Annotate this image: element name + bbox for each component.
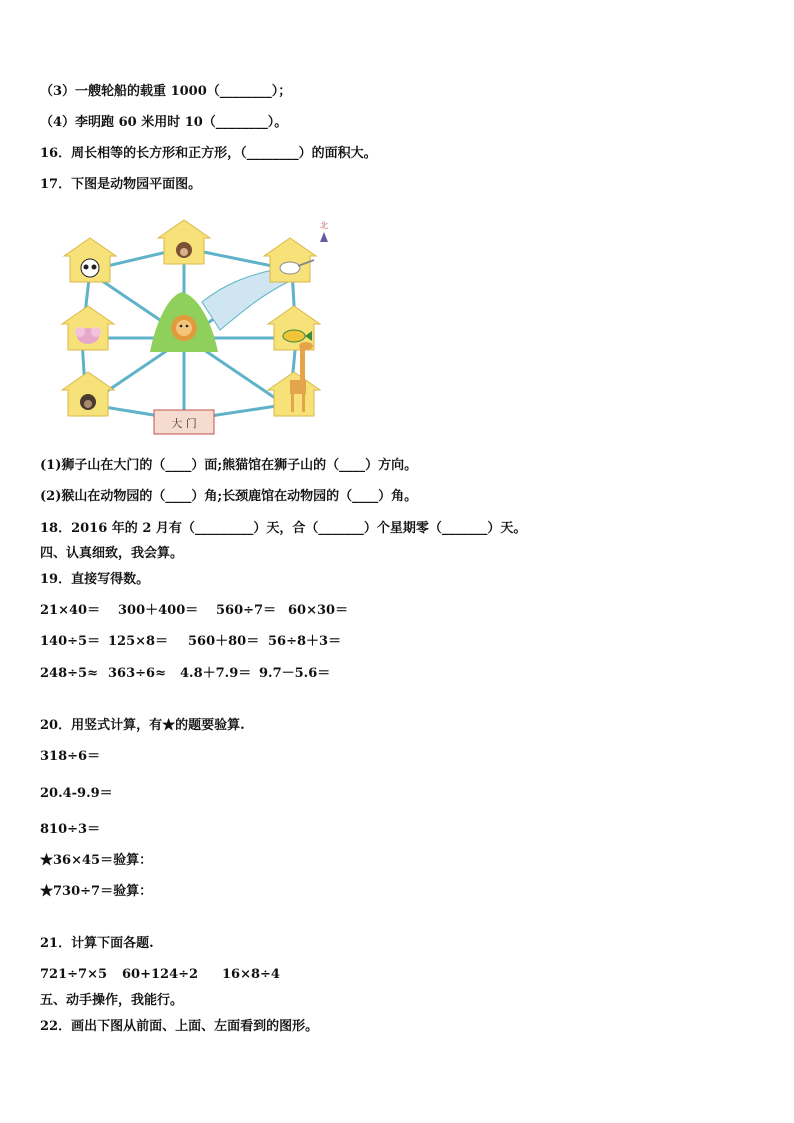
q20-item5: ★730÷7＝验算： (40, 884, 153, 899)
question-22: 22．画出下图从前面、上面、左面看到的图形。 (40, 1019, 319, 1034)
question-17: 17．下图是动物园平面图。 (40, 177, 202, 192)
section-5-heading: 五、动手操作，我能行。 (40, 993, 184, 1008)
q17-sub1: (1)狮子山在大门的（____）面;熊猫馆在狮子山的（____）方向。 (40, 458, 418, 473)
gorilla-house (62, 372, 114, 416)
q15-part4: （4）李明跑 60 米用时 10（________）。 (40, 115, 288, 130)
north-indicator (320, 220, 328, 242)
q15-part3: （3）一艘轮船的载重 1000（________）； (40, 84, 292, 99)
elephant-house (62, 306, 114, 350)
zoo-map (52, 212, 334, 440)
calc-item: 248÷5≈ (40, 666, 98, 681)
q20-item3: 810÷3＝ (40, 822, 101, 837)
calc-item: 56÷8＋3＝ (268, 634, 342, 649)
q20-item1: 318÷6＝ (40, 749, 101, 764)
calc-item: 560÷7＝ (216, 603, 277, 618)
panda-house (64, 238, 116, 282)
crane-house (264, 238, 316, 282)
calc-item: 21×40＝ (40, 603, 101, 618)
q21-item: 60+124÷2 (122, 967, 199, 982)
gate-label: 大 门 (171, 417, 197, 430)
question-20: 20．用竖式计算，有★的题要验算. (40, 718, 245, 733)
question-18: 18．2016 年的 2 月有（_________）天，合（_______）个星期零（_______）天。 (40, 521, 527, 536)
question-21: 21．计算下面各题. (40, 936, 154, 951)
monkey-hill-house (158, 220, 210, 264)
section-4-heading: 四、认真细致，我会算。 (40, 546, 184, 561)
calc-item: 140÷5＝ (40, 634, 101, 649)
question-16: 16．周长相等的长方形和正方形，（________）的面积大。 (40, 146, 377, 161)
q21-item: 721÷7×5 (40, 967, 108, 982)
north-arrow-icon (320, 232, 328, 242)
calc-item: 125×8＝ (108, 634, 169, 649)
q20-item4: ★36×45＝验算： (40, 853, 153, 868)
calc-item: 560＋80＝ (188, 634, 260, 649)
calc-item: 9.7－5.6＝ (259, 666, 331, 681)
calc-item: 4.8＋7.9＝ (180, 666, 252, 681)
calc-item: 363÷6≈ (108, 666, 166, 681)
main-gate (154, 410, 214, 434)
q20-item2: 20.4-9.9＝ (40, 786, 113, 801)
question-19: 19．直接写得数。 (40, 572, 150, 587)
q21-item: 16×8÷4 (222, 967, 280, 982)
q17-sub2: (2)猴山在动物园的（____）角;长颈鹿馆在动物园的（____）角。 (40, 489, 418, 504)
fish-house (268, 306, 320, 350)
calc-row-3 (40, 666, 330, 682)
calc-row-1 (40, 603, 348, 619)
north-label: 北 (320, 221, 328, 230)
calc-item: 60×30＝ (288, 603, 349, 618)
q21-items (40, 967, 280, 983)
calc-row-2 (40, 634, 341, 650)
calc-item: 300＋400＝ (118, 603, 199, 618)
